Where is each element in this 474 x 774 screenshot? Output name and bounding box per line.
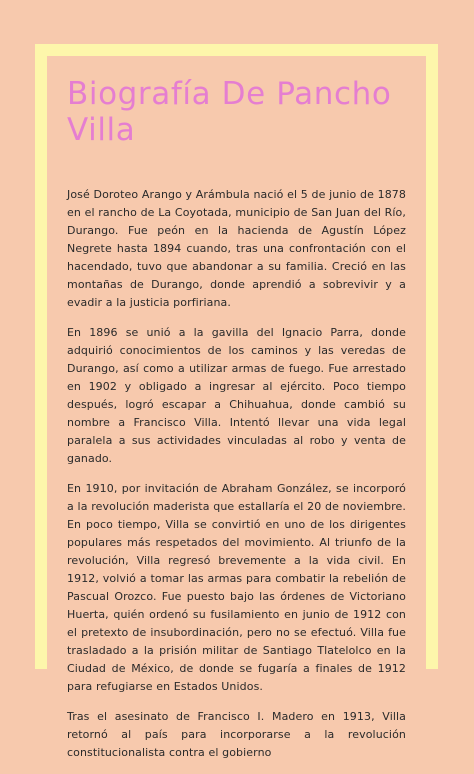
document-content <box>67 76 406 774</box>
title-line-2: Villa <box>67 112 136 148</box>
paragraph-1: José Doroteo Arango y Arámbula nació el 5 de junio de 1878 en el rancho de La Coyotada, municipio de San Juan del Río, Durango. Fue peón en la hacienda de Agustín López Negrete hasta 1894 cuando, tras una confrontación con el hacendado, tuvo que abandonar a su familia. Creció en las montañas de Durango, donde aprendió a sobrevivir y a evadir a la justicia porfiriana. <box>67 188 406 309</box>
document-body <box>67 186 406 762</box>
document-title <box>67 76 406 148</box>
paragraph-3: En 1910, por invitación de Abraham González, se incorporó a la revolución maderista que estallaría el 20 de noviembre. En poco tiempo, Villa se convirtió en uno de los dirigentes populares más respetados del movimiento. Al triunfo de la revolución, Villa regresó brevemente a la vida civil. En 1912, volvió a tomar las armas para combatir la rebelión de Pascual Orozco. Fue puesto bajo las órdenes de Victoriano Huerta, quién ordenó su fusilamiento en junio de 1912 con el pretexto de insubordinación, pero no se efectuó. Villa fue trasladado a la prisión militar de Santiago Tlatelolco en la Ciudad de México, de donde se fugaría a finales de 1912 para refugiarse en Estados Unidos. <box>67 482 406 693</box>
paragraph-4: Tras el asesinato de Francisco I. Madero en 1913, Villa retornó al país para incorporarse a la revolución constitucionalista contra el gobierno <box>67 710 406 759</box>
title-line-1: Biografía De Pancho <box>67 76 392 112</box>
paragraph-2: En 1896 se unió a la gavilla del Ignacio Parra, donde adquirió conocimientos de los caminos y las veredas de Durango, así como a utilizar armas de fuego. Fue arrestado en 1902 y obligado a ingresar al ejército. Poco tiempo después, logró escapar a Chihuahua, donde cambió su nombre a Francisco Villa. Intentó llevar una vida legal paralela a sus actividades vinculadas al robo y venta de ganado. <box>67 326 406 465</box>
